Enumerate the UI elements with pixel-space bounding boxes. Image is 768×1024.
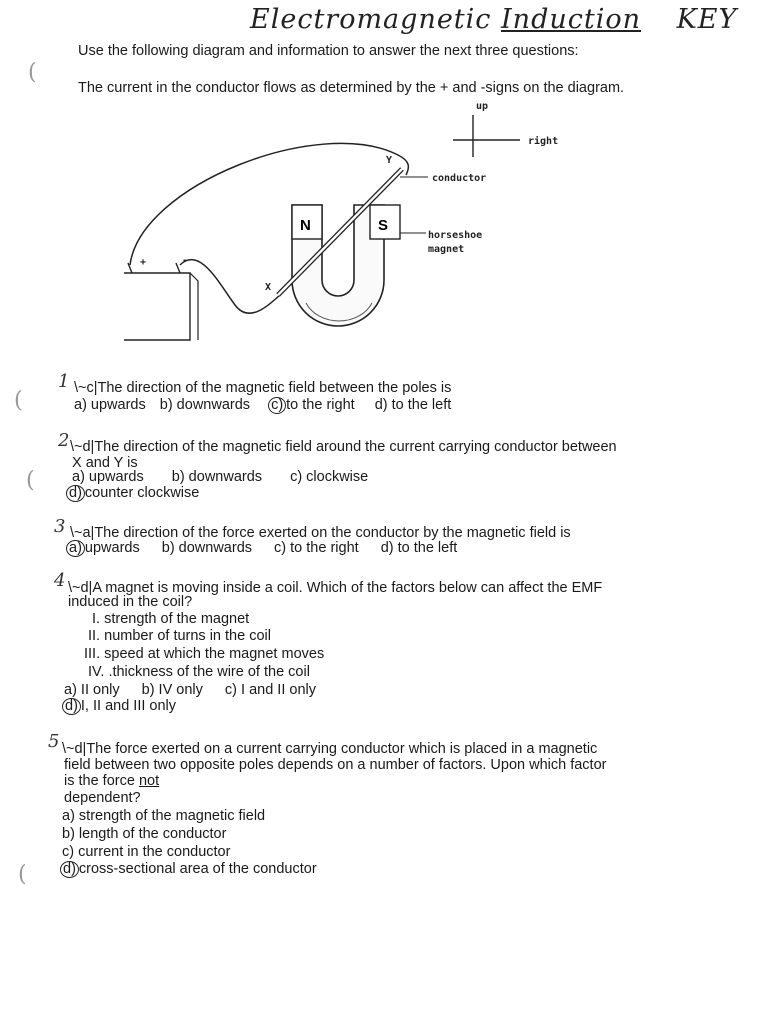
label-right: right [528, 136, 559, 147]
question-2-options [72, 469, 368, 486]
label-plus: + [140, 257, 147, 268]
intro-line-2: The current in the conductor flows as determined by the + and -signs on the diagram. [78, 80, 625, 96]
q4-factor-3: III. speed at which the magnet moves [84, 646, 325, 662]
q1-correct-circle: c) [268, 397, 286, 414]
question-3-answer-code: \~a| [70, 525, 95, 541]
q2-correct-circle: d) [66, 485, 85, 502]
label-minus: - [182, 255, 189, 266]
question-4-options [64, 682, 316, 699]
question-3-text: The direction of the force exerted on the conductor by the magnetic field is [94, 525, 571, 541]
question-5-text-line-4: dependent? [64, 790, 141, 806]
label-up: up [476, 101, 489, 112]
horseshoe-magnet-diagram [110, 95, 590, 355]
pole-label-n: N [300, 217, 311, 234]
q5-option-d: d) cross-sectional area of the conductor [60, 861, 317, 878]
question-5-text-line-2: field between two opposite poles depends on a number of factors. Upon which factor [64, 757, 607, 773]
q1-option-c: c) to the right [268, 397, 355, 413]
pole-label-s: S [378, 217, 389, 234]
q4-factor-1: I. strength of the magnet [92, 611, 250, 627]
label-conductor: conductor [432, 173, 487, 184]
question-1-text: The direction of the magnetic field between the poles is [97, 380, 452, 396]
page-title [250, 4, 737, 35]
title-key: KEY [676, 4, 738, 35]
q2-option-a: a) upwards [72, 469, 144, 485]
question-5-text-line-3: is the force not [64, 773, 160, 789]
intro-line-1: Use the following diagram and information to answer the next three questions: [78, 43, 579, 59]
question-2-answer-code: \~d| [70, 439, 95, 455]
margin-mark: ( [14, 388, 23, 413]
question-3-options [66, 540, 457, 557]
question-5-text: The force exerted on a current carrying conductor which is placed in a magnetic [86, 741, 598, 757]
battery [124, 273, 190, 340]
q4-factor-4: IV. .thickness of the wire of the coil [88, 664, 310, 680]
q2-option-c: c) clockwise [290, 469, 369, 485]
margin-mark: ( [26, 468, 35, 493]
q4-factor-2: II. number of turns in the coil [88, 628, 271, 644]
question-2-text-cont: X and Y is [72, 455, 138, 471]
q5-correct-circle: d) [60, 861, 79, 878]
question-4-number: 4 [54, 570, 66, 591]
label-horseshoe: horseshoe [428, 230, 483, 241]
q4-option-c: c) I and II only [224, 682, 316, 698]
q5-option-b: b) length of the conductor [62, 826, 227, 842]
question-2-text: The direction of the magnetic field around the current carrying conductor between [94, 439, 617, 455]
question-1-answer-code: \~c| [74, 380, 98, 396]
question-2-stem [70, 439, 617, 456]
margin-mark: ( [18, 862, 27, 887]
question-1-stem [74, 380, 451, 397]
q4-correct-circle: d) [62, 698, 81, 715]
label-y: Y [386, 155, 393, 166]
question-5-answer-code: \~d| [62, 741, 87, 757]
label-magnet: magnet [428, 244, 465, 255]
label-x: X [265, 282, 272, 293]
emphasis-not: not [138, 773, 160, 789]
q2-option-d: d) counter clockwise [66, 485, 199, 502]
question-1-options [74, 397, 451, 414]
q5-option-c: c) current in the conductor [62, 844, 231, 860]
q1-option-b: b) downwards [159, 397, 251, 413]
q1-option-d: d) to the left [374, 397, 452, 413]
question-5-stem [62, 741, 597, 758]
q2-option-b: b) downwards [171, 469, 263, 485]
q4-option-b: b) IV only [141, 682, 203, 698]
q4-option-d: d) I, II and III only [62, 698, 176, 715]
q4-option-a: a) II only [64, 682, 120, 698]
q1-option-a: a) upwards [74, 397, 146, 413]
q3-option-b: b) downwards [161, 540, 253, 556]
margin-mark: ( [28, 60, 37, 85]
question-4-text: A magnet is moving inside a coil. Which of the factors below can affect the EMF [92, 580, 603, 596]
title-word-2: Induction [501, 4, 641, 35]
q3-option-c: c) to the right [274, 540, 359, 556]
q5-option-a: a) strength of the magnetic field [62, 808, 266, 824]
question-1-number: 1 [58, 371, 70, 392]
q3-option-d: d) to the left [380, 540, 458, 556]
question-4-answer-code: \~d| [68, 580, 93, 596]
question-4-text-cont: induced in the coil? [68, 594, 193, 610]
wire-return [180, 260, 290, 314]
title-word-1: Electromagnetic [250, 4, 492, 35]
question-5-number: 5 [48, 731, 60, 752]
question-3-number: 3 [54, 516, 66, 537]
q3-option-a: a) upwards [66, 540, 140, 556]
q3-correct-circle: a) [66, 540, 85, 557]
question-2-number: 2 [58, 430, 70, 451]
